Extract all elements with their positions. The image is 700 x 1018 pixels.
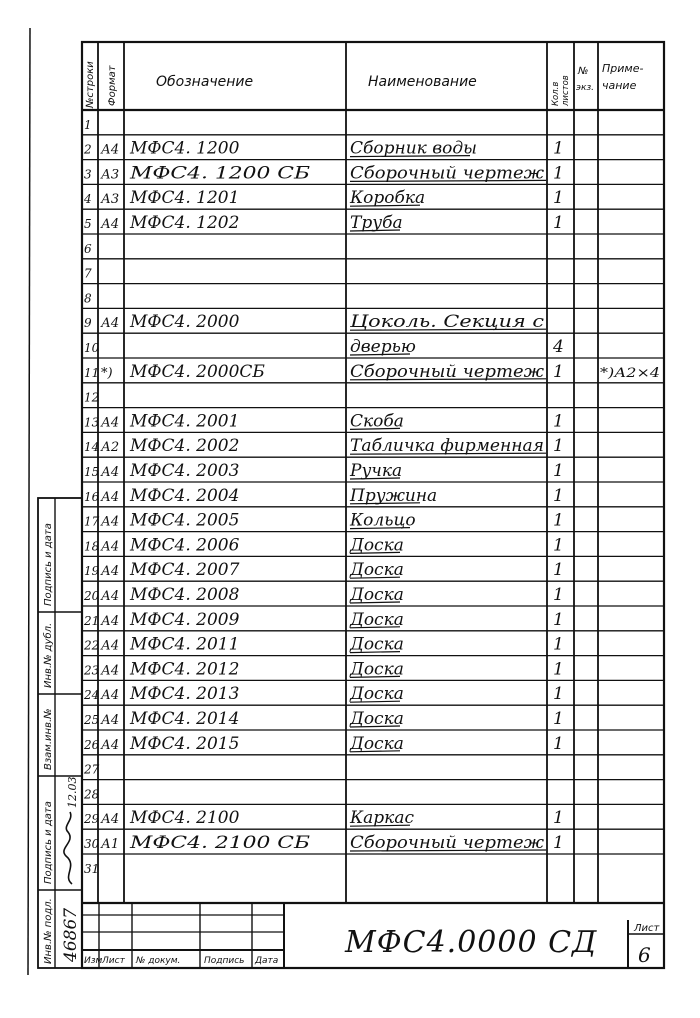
- row-format: А4: [101, 415, 120, 431]
- row-format: А4: [101, 638, 120, 654]
- row-format: А3: [101, 167, 120, 183]
- row-sheets-count: 1: [553, 684, 564, 705]
- row-sheets-count: 1: [553, 461, 564, 481]
- tb-col-date: Дата: [255, 956, 279, 966]
- header-note: Приме-: [602, 62, 644, 75]
- row-designation: МФС4. 2000: [130, 312, 240, 333]
- row-sheets-count: 1: [553, 436, 564, 457]
- row-sheets-count: 1: [553, 411, 564, 432]
- table-row: [84, 461, 564, 481]
- row-format: А3: [101, 192, 120, 208]
- table-row: [84, 291, 92, 305]
- row-format: А2: [101, 440, 120, 456]
- row-number: 3: [84, 167, 92, 182]
- row-number: 6: [84, 241, 92, 256]
- row-sheets-count: 1: [553, 213, 564, 233]
- row-format: А4: [101, 142, 120, 158]
- tb-col-change: Изм: [84, 956, 103, 966]
- row-name: Сборочный чертеж: [350, 163, 545, 184]
- row-designation: МФС4. 1201: [130, 188, 240, 209]
- title-block: [82, 903, 664, 968]
- row-number: 21: [84, 613, 100, 628]
- row-name: Сборочный чертеж: [350, 361, 545, 382]
- header-sheets-count: Кол.в: [551, 81, 561, 106]
- table-row: [83, 808, 564, 828]
- row-format: А1: [101, 837, 120, 852]
- row-designation: МФС4. 2014: [130, 709, 240, 729]
- table-row: [83, 188, 564, 208]
- table-row: [84, 118, 92, 132]
- row-format: А4: [101, 812, 120, 828]
- row-format: А4: [101, 489, 120, 505]
- row-designation: МФС4. 1202: [130, 213, 240, 233]
- row-format: А4: [101, 613, 120, 629]
- row-number: 4: [84, 192, 92, 207]
- row-sheets-count: 1: [553, 138, 564, 159]
- row-format: А4: [101, 539, 120, 555]
- sheet-left-edge: [28, 28, 30, 975]
- table-row: [84, 511, 564, 531]
- row-format: А4: [101, 663, 120, 679]
- row-number: 14: [84, 440, 100, 455]
- row-format: А4: [101, 713, 120, 728]
- tb-col-signature: Подпись: [204, 956, 245, 966]
- table-row: [83, 139, 564, 159]
- row-sheets-count: 1: [553, 485, 564, 506]
- table-row: [84, 535, 564, 555]
- table-row: [83, 763, 100, 777]
- header-copy-no: №: [578, 66, 589, 77]
- table-row: [83, 684, 564, 704]
- header-name: Наименование: [368, 74, 477, 90]
- row-number: 17: [84, 514, 100, 529]
- row-sheets-count: 1: [553, 659, 564, 680]
- row-designation: МФС4. 2007: [130, 560, 240, 581]
- row-number: 27: [84, 762, 100, 777]
- table-row: [83, 635, 564, 655]
- stamp-label-dup-inv: Инв.№ дубл.: [43, 622, 54, 688]
- row-designation: МФС4. 2005: [130, 510, 240, 531]
- row-designation: МФС4. 2000СБ: [130, 361, 265, 382]
- stamp-label-sign-date-bottom: Подпись и дата: [43, 801, 54, 884]
- table-row: [84, 267, 92, 281]
- row-name: Пружина: [350, 485, 438, 506]
- row-designation: МФС4. 2100 СБ: [128, 833, 311, 853]
- row-number: 8: [84, 291, 92, 306]
- row-designation: МФС4. 2004: [130, 485, 240, 506]
- row-number: 19: [84, 564, 100, 579]
- row-designation: МФС4. 2009: [130, 609, 240, 630]
- row-sheets-count: 1: [553, 535, 564, 556]
- table-row: [83, 659, 564, 679]
- tb-col-sheet: Лист: [102, 956, 125, 966]
- row-name: Доска: [350, 684, 404, 705]
- row-name: Доска: [350, 585, 404, 605]
- row-number: 22: [84, 638, 100, 653]
- stamp-signature: [64, 812, 72, 884]
- row-number: 23: [84, 663, 100, 678]
- table-row: [84, 242, 92, 256]
- row-sheets-count: 1: [553, 163, 564, 184]
- row-sheets-count: 1: [553, 733, 564, 754]
- row-sheets-count: 1: [553, 585, 564, 605]
- row-name: Доска: [350, 535, 404, 556]
- row-number: 26: [84, 737, 100, 752]
- row-name: Каркас: [350, 808, 414, 829]
- row-number: 31: [84, 861, 100, 876]
- row-name: Доска: [350, 560, 404, 581]
- row-format: А4: [101, 217, 120, 232]
- row-sheets-count: 1: [553, 188, 564, 209]
- row-designation: МФС4. 2008: [130, 585, 240, 605]
- row-name: Труба: [350, 213, 403, 233]
- header-designation: Обозначение: [156, 74, 254, 90]
- row-sheets-count: 1: [553, 361, 564, 382]
- row-designation: МФС4. 2003: [130, 461, 240, 481]
- row-name: Доска: [350, 709, 404, 729]
- row-number: 29: [84, 812, 100, 827]
- row-name: Цоколь. Секция с: [348, 312, 545, 333]
- table-row: [83, 787, 100, 801]
- document-code: МФС4.0000 СД: [345, 925, 598, 960]
- row-sheets-count: 1: [553, 634, 564, 655]
- row-number: 30: [84, 837, 100, 851]
- row-number: 1: [84, 117, 92, 132]
- header-note-2: чание: [602, 79, 637, 92]
- row-number: 24: [84, 688, 100, 703]
- stamp-label-sign-date-top: Подпись и дата: [43, 523, 54, 606]
- table-row: [84, 213, 564, 233]
- row-format: А4: [101, 316, 120, 332]
- table-row: [84, 486, 564, 506]
- stamp-signature-date: 12.03: [66, 776, 79, 808]
- row-number: 18: [84, 539, 100, 554]
- row-number: 11: [84, 365, 100, 380]
- row-number: 16: [84, 489, 100, 504]
- row-designation: МФС4. 2012: [130, 659, 240, 680]
- table-row: [84, 833, 564, 853]
- row-sheets-count: 1: [553, 510, 564, 531]
- table-row: [84, 862, 99, 876]
- row-name: Коробка: [350, 188, 426, 209]
- stamp-label-replace-inv: Взам.инв.№: [43, 708, 54, 770]
- row-number: 5: [84, 217, 92, 231]
- row-name: Ручка: [350, 461, 403, 481]
- row-format: А4: [101, 514, 120, 530]
- table-row: [84, 163, 564, 183]
- table-row: [84, 391, 99, 405]
- row-designation: МФС4. 1200 СБ: [128, 163, 311, 184]
- table-row: [83, 610, 564, 630]
- row-sheets-count: 1: [553, 560, 564, 581]
- row-format: А4: [101, 465, 120, 480]
- row-number: 28: [84, 787, 100, 802]
- header-copy-no-2: экз.: [576, 83, 595, 93]
- row-format: А4: [101, 589, 120, 604]
- row-number: 13: [84, 415, 100, 430]
- row-number: 12: [84, 390, 100, 405]
- row-sheets-count: 1: [553, 808, 564, 829]
- header-sheets-count-2: листов: [561, 75, 571, 106]
- row-name: Сборник воды: [350, 138, 477, 159]
- table-header: [85, 61, 643, 109]
- row-name: Доска: [350, 609, 404, 630]
- row-designation: МФС4. 2002: [130, 436, 240, 457]
- row-name: дверью: [350, 337, 416, 357]
- table-row: [83, 734, 564, 754]
- tb-sheet-number: 6: [638, 943, 651, 967]
- row-designation: МФС4. 2100: [130, 808, 240, 829]
- row-designation: МФС4. 2006: [130, 535, 240, 556]
- row-format: *): [101, 365, 113, 381]
- row-number: 9: [84, 316, 92, 331]
- table-row: [84, 312, 546, 332]
- row-name: Сборочный чертеж: [350, 833, 545, 853]
- row-format: А4: [101, 688, 120, 704]
- header-line-no: №строки: [85, 61, 96, 108]
- row-number: 7: [84, 266, 92, 281]
- tb-sheet-label: Лист: [634, 923, 660, 934]
- row-sheets-count: 1: [553, 833, 564, 853]
- row-sheets-count: 1: [553, 709, 564, 729]
- row-format: А4: [101, 737, 120, 753]
- side-stamp: [38, 498, 82, 968]
- row-name: Доска: [350, 733, 404, 754]
- tb-col-doc-no: № докум.: [136, 956, 181, 966]
- row-name: Доска: [350, 634, 404, 655]
- row-sheets-count: 1: [553, 609, 564, 630]
- table-row: [84, 411, 564, 431]
- row-number: 15: [84, 465, 100, 479]
- stamp-label-orig-inv: Инв.№ подл.: [43, 898, 54, 964]
- table-row: [83, 585, 564, 605]
- table-row: [84, 337, 564, 357]
- table-row: [84, 560, 564, 580]
- row-name: Табличка фирменная: [350, 436, 544, 457]
- row-number: 10: [84, 341, 100, 355]
- row-designation: МФС4. 2011: [130, 634, 240, 655]
- table-row: [83, 709, 564, 729]
- row-note: *)А2×4: [600, 365, 660, 381]
- row-designation: МФС4. 2001: [130, 411, 240, 432]
- row-format: А4: [101, 564, 120, 580]
- row-number: 25: [84, 713, 100, 727]
- row-designation: МФС4. 1200: [130, 138, 240, 159]
- table-row: [84, 436, 564, 456]
- row-designation: МФС4. 2013: [130, 684, 240, 705]
- header-format: Формат: [107, 65, 118, 106]
- row-designation: МФС4. 2015: [130, 733, 240, 754]
- row-name: Кольцо: [350, 510, 416, 531]
- stamp-inv-number: 46867: [61, 907, 81, 962]
- row-number: 2: [84, 142, 92, 157]
- row-number: 20: [84, 589, 100, 603]
- row-name: Доска: [350, 659, 404, 680]
- row-name: Скоба: [350, 411, 404, 432]
- row-sheets-count: 4: [553, 337, 564, 357]
